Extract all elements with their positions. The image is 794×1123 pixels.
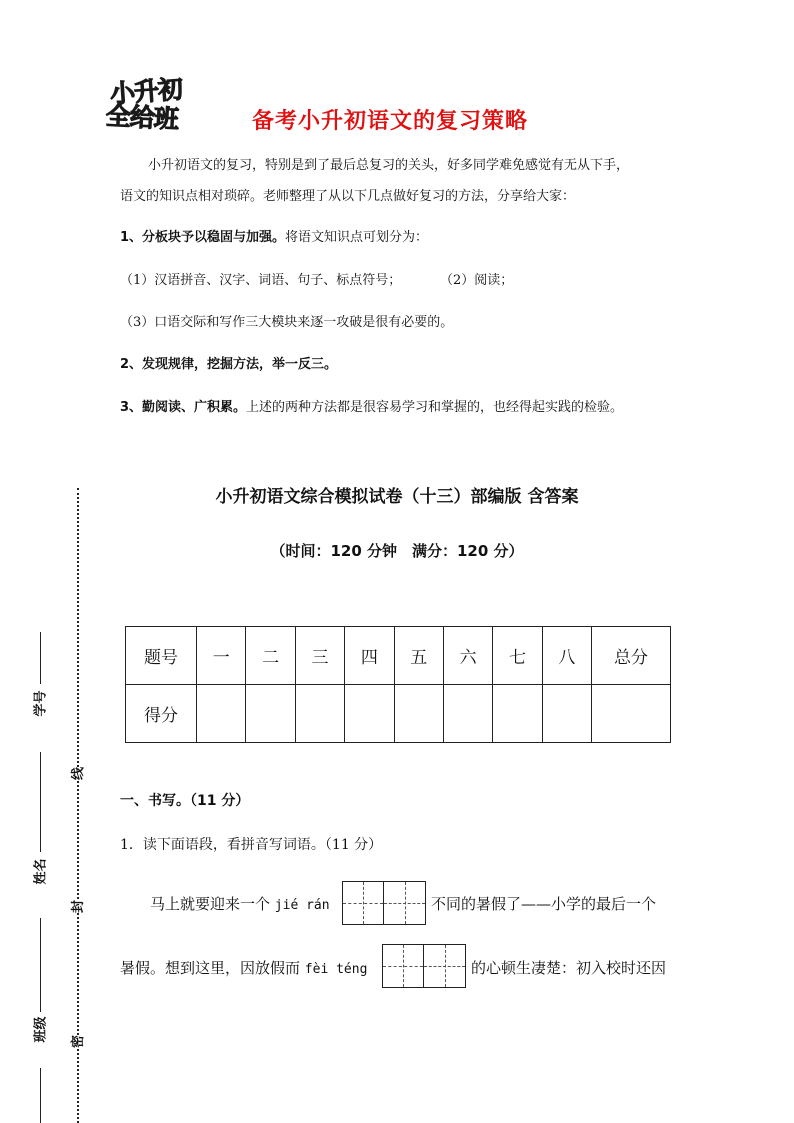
answer-cell[interactable] xyxy=(343,882,384,924)
binding-dotted-line xyxy=(77,488,79,1123)
score-row-label: 得分 xyxy=(126,685,197,743)
intro-paragraph-line2: 语文的知识点相对琐碎。老师整理了从以下几点做好复习的方法，分享给大家： xyxy=(120,189,576,204)
score-cell[interactable] xyxy=(345,685,394,743)
intro-item-2: 2、发现规律，挖掘方法，举一反三。 xyxy=(120,357,338,372)
section-1-heading: 一、书写。（11 分） xyxy=(120,793,250,809)
score-table xyxy=(125,626,671,743)
score-table-header-cell: 三 xyxy=(295,627,344,685)
score-cell[interactable] xyxy=(493,685,542,743)
passage-text: 马上就要迎来一个 xyxy=(150,895,271,913)
passage-line-1a xyxy=(150,893,330,914)
pinyin-prompt: fèi téng xyxy=(304,962,368,977)
intro-item-1-sub1: （1）汉语拼音、汉字、词语、句子、标点符号； xyxy=(120,273,402,288)
score-table-header-cell: 八 xyxy=(542,627,591,685)
score-cell[interactable] xyxy=(443,685,492,743)
pinyin-prompt: jié rán xyxy=(274,898,330,913)
answer-cell[interactable] xyxy=(424,945,465,987)
answer-cell[interactable] xyxy=(384,882,425,924)
exam-subtitle: （时间：120 分钟 满分：120 分） xyxy=(270,542,524,560)
label-banji: 班级 xyxy=(33,1016,49,1043)
page-title: 备考小升初语文的复习策略 xyxy=(252,109,529,134)
logo xyxy=(104,72,210,134)
binding-mark-feng: 封 xyxy=(67,900,86,913)
banji-blank-line xyxy=(40,918,41,1012)
logo-text-line1: 小升初 xyxy=(109,74,184,109)
score-table-header-cell: 一 xyxy=(197,627,246,685)
answer-cell[interactable] xyxy=(383,945,424,987)
binding-mark-xian: 线 xyxy=(67,767,86,780)
intro-item-1 xyxy=(120,228,428,248)
passage-line-2a xyxy=(120,957,367,978)
intro-paragraph-line1: 小升初语文的复习，特别是到了最后总复习的关头，好多同学难免感觉有无从下手， xyxy=(148,158,630,173)
intro-item-3-text: 上述的两种方法都是很容易学习和掌握的，也经得起实践的检验。 xyxy=(246,400,624,415)
score-table-header-cell: 题号 xyxy=(126,627,197,685)
score-table-header-cell: 五 xyxy=(394,627,443,685)
intro-item-1-text: 将语文知识点可划分为： xyxy=(285,230,429,245)
intro-item-3 xyxy=(120,398,623,418)
score-table-header-row xyxy=(126,627,671,685)
score-cell[interactable] xyxy=(246,685,295,743)
bottom-blank-line xyxy=(40,1068,41,1123)
intro-item-1-sub2: （2）阅读； xyxy=(440,273,514,288)
intro-item-1-sub3: （3）口语交际和写作三大模块来逐一攻破是很有必要的。 xyxy=(120,315,454,330)
score-cell[interactable] xyxy=(394,685,443,743)
logo-text-line2: 全给班 xyxy=(105,101,179,134)
intro-item-1-title: 1、分板块予以稳固与加强。 xyxy=(120,230,286,245)
question-1: 1．读下面语段，看拼音写词语。（11 分） xyxy=(120,837,383,853)
score-cell[interactable] xyxy=(197,685,246,743)
exam-title: 小升初语文综合模拟试卷（十三）部编版 含答案 xyxy=(215,487,579,507)
score-table-header-cell: 总分 xyxy=(592,627,671,685)
intro-item-3-title: 3、勤阅读、广积累。 xyxy=(120,400,247,415)
xuehao-blank-line xyxy=(40,632,41,684)
score-table-header-cell: 六 xyxy=(443,627,492,685)
score-cell[interactable] xyxy=(592,685,671,743)
passage-line-2b: 的心顿生凄楚：初入校时还因 xyxy=(471,959,667,977)
answer-grid-2[interactable] xyxy=(382,944,466,988)
score-cell[interactable] xyxy=(295,685,344,743)
score-table-score-row xyxy=(126,685,671,743)
passage-text: 暑假。想到这里，因放假而 xyxy=(120,959,301,977)
passage-line-1b: 不同的暑假了——小学的最后一个 xyxy=(431,895,657,913)
score-table-header-cell: 七 xyxy=(493,627,542,685)
score-table-header-cell: 二 xyxy=(246,627,295,685)
xingming-blank-line xyxy=(40,752,41,852)
binding-mark-mi: 密 xyxy=(67,1035,86,1048)
score-table-header-cell: 四 xyxy=(345,627,394,685)
label-xuehao: 学号 xyxy=(33,690,49,717)
label-xingming: 姓名 xyxy=(33,858,49,885)
score-cell[interactable] xyxy=(542,685,591,743)
answer-grid-1[interactable] xyxy=(342,881,426,925)
